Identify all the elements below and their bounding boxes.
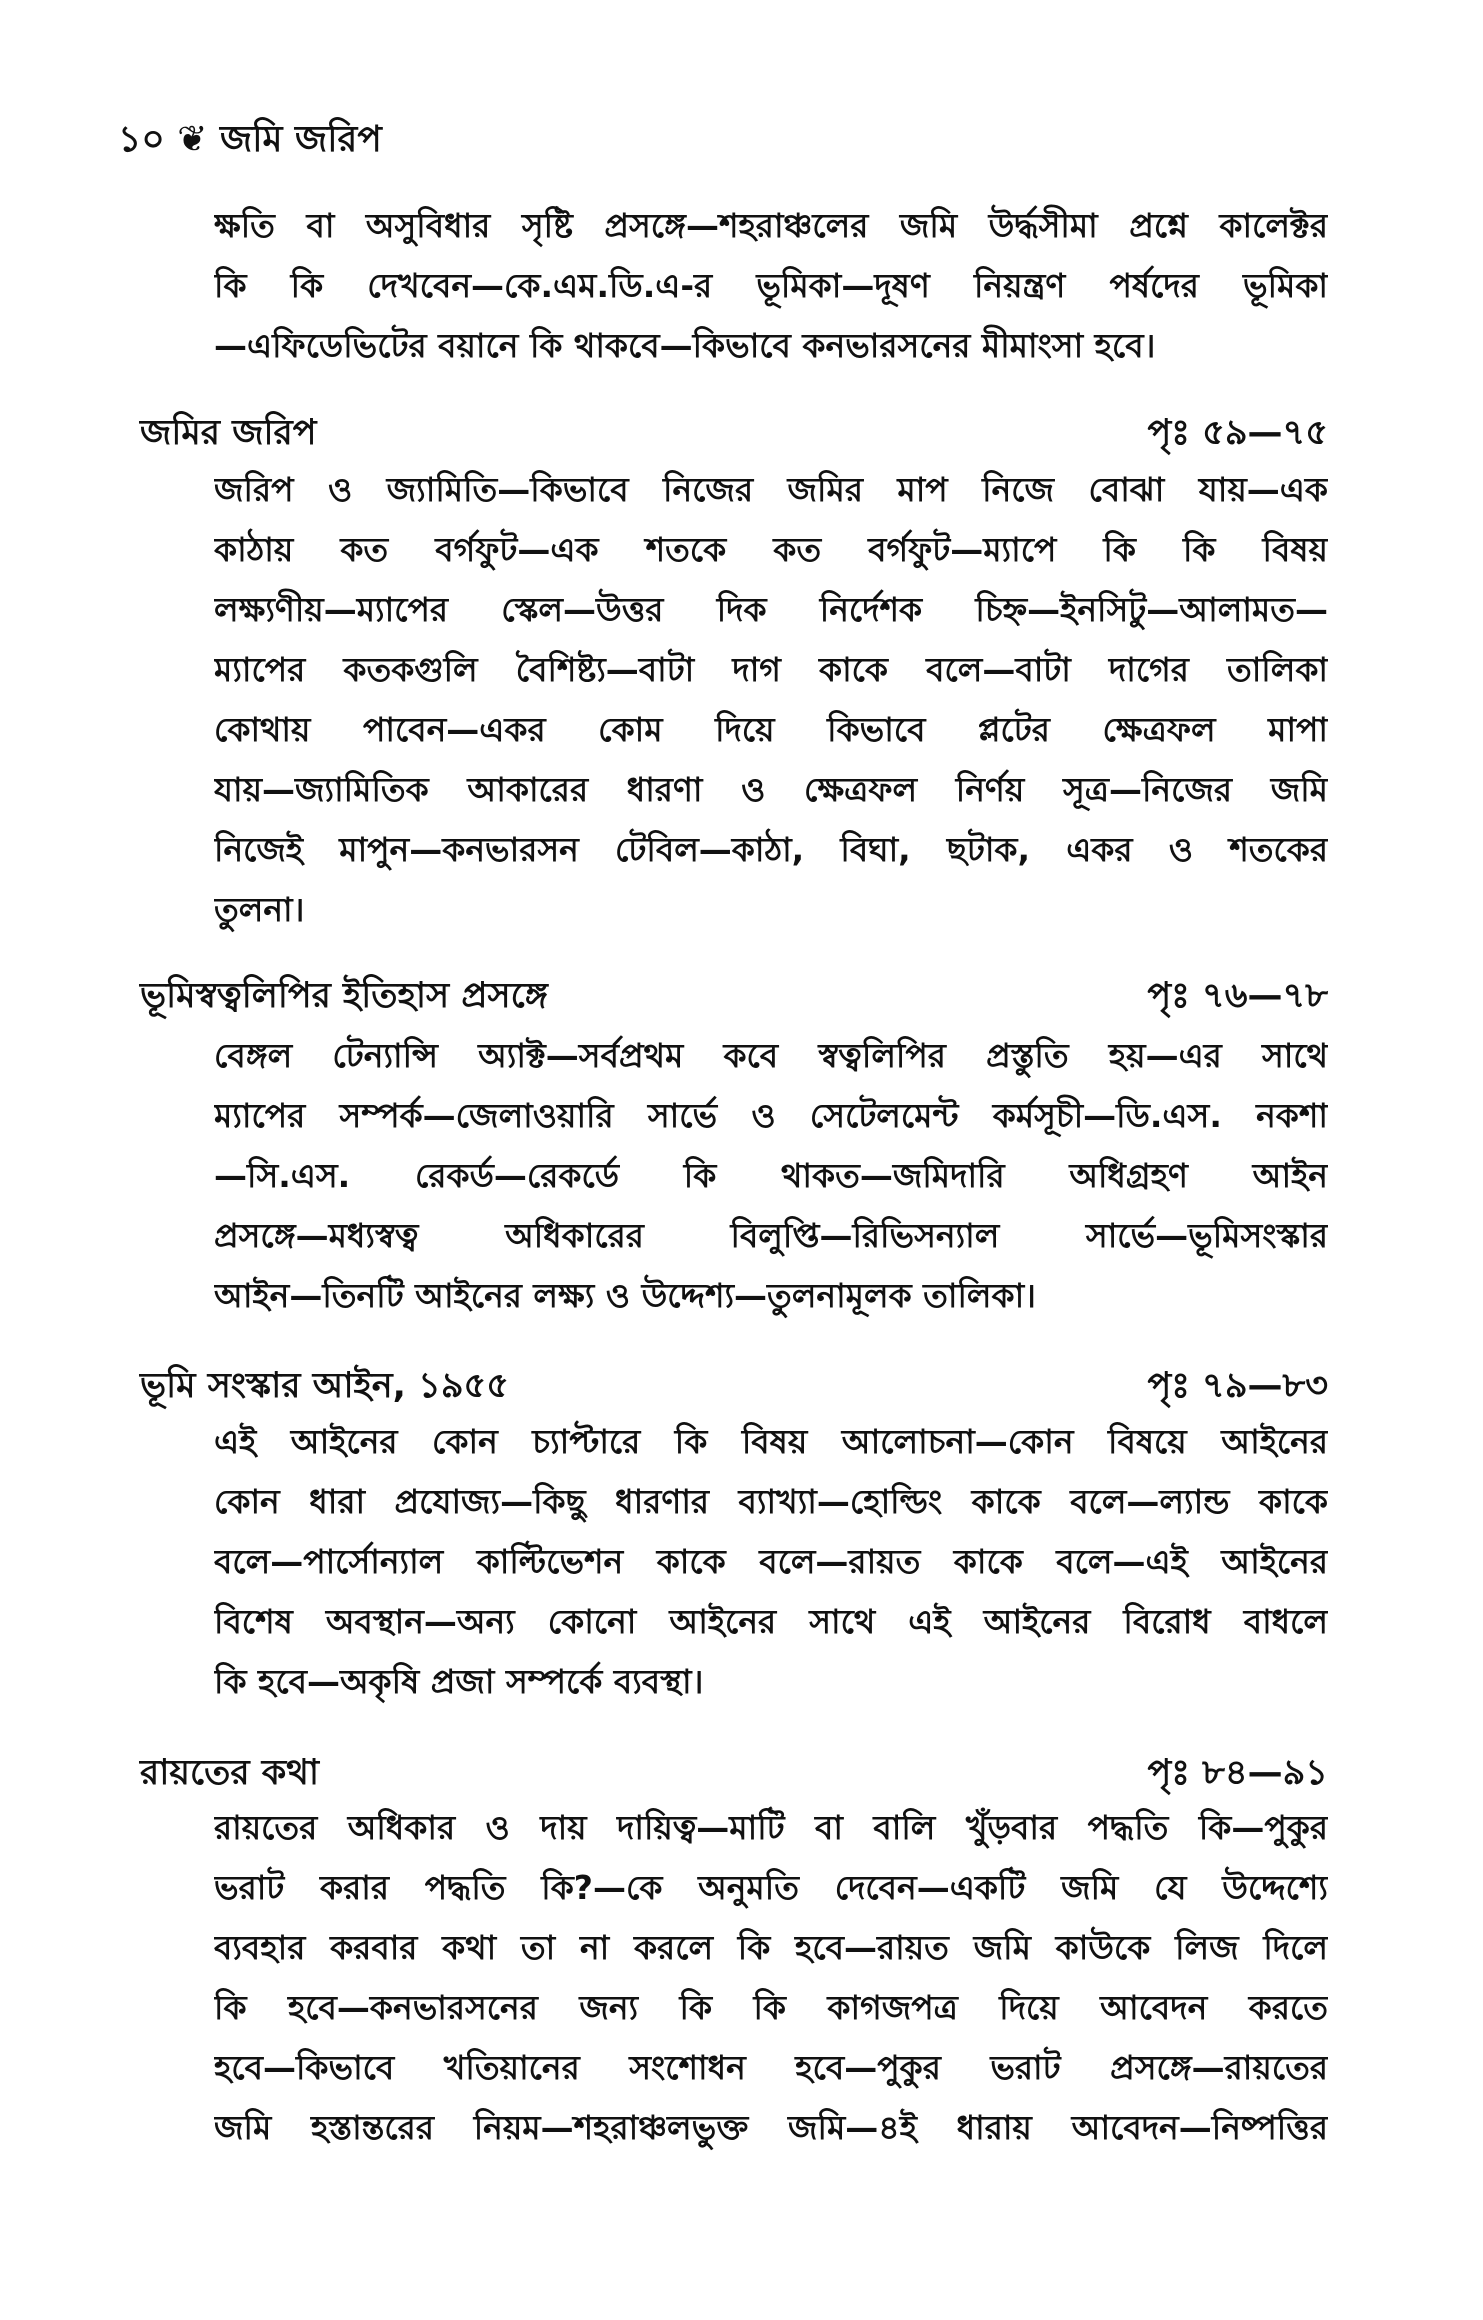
- text-line: ক্ষতি বা অসুবিধার সৃষ্টি প্রসঙ্গে—শহরাঞ্চলের জমি উর্দ্ধসীমা প্রশ্নে কালেক্টর: [214, 206, 1328, 245]
- section-body: [214, 1798, 1328, 2158]
- section-title: রায়তের কথা: [140, 1753, 320, 1793]
- text-line: কি কি দেখবেন—কে.এম.ডি.এ-র ভূমিকা—দূষণ নিয়ন্ত্রণ পর্ষদের ভূমিকা: [214, 266, 1328, 305]
- text-line: কি হবে—অকৃষি প্রজা সম্পর্কে ব্যবস্থা।: [214, 1662, 704, 1701]
- section-body: [214, 1412, 1328, 1712]
- text-line: যায়—জ্যামিতিক আকারের ধারণা ও ক্ষেত্রফল নির্ণয় সূত্র—নিজের জমি: [214, 770, 1328, 809]
- text-line: লক্ষ্যণীয়—ম্যাপের স্কেল—উত্তর দিক নির্দেশক চিহ্ন—ইনসিটু—আলামত—: [214, 590, 1328, 629]
- section-title: জমির জরিপ: [140, 413, 317, 453]
- section-pages: পৃঃ ৮৪—৯১: [1147, 1753, 1328, 1793]
- text-line: ভরাট করার পদ্ধতি কি?—কে অনুমতি দেবেন—একটি জমি যে উদ্দেশ্যে: [214, 1868, 1328, 1907]
- text-line: জমি হস্তান্তরের নিয়ম—শহরাঞ্চলভুক্ত জমি—৪ই ধারায় আবেদন—নিষ্পত্তির: [214, 2108, 1328, 2147]
- section-body: [214, 460, 1328, 940]
- text-line: জরিপ ও জ্যামিতি—কিভাবে নিজের জমির মাপ নিজে বোঝা যায়—এক: [214, 470, 1328, 509]
- section-heading: [140, 968, 1328, 1024]
- intro-paragraph: [214, 196, 1328, 376]
- section-title: ভূমি সংস্কার আইন, ১৯৫৫: [140, 1366, 509, 1406]
- text-line: তুলনা।: [214, 890, 305, 929]
- text-line: কোথায় পাবেন—একর কোম দিয়ে কিভাবে প্লটের ক্ষেত্রফল মাপা: [214, 710, 1328, 749]
- text-line: আইন—তিনটি আইনের লক্ষ্য ও উদ্দেশ্য—তুলনামূলক তালিকা।: [214, 1276, 1036, 1315]
- text-line: —এফিডেভিটের বয়ানে কি থাকবে—কিভাবে কনভারসনের মীমাংসা হবে।: [214, 326, 1156, 365]
- section-pages: পৃঃ ৭৬—৭৮: [1147, 976, 1328, 1016]
- text-line: বিশেষ অবস্থান—অন্য কোনো আইনের সাথে এই আইনের বিরোধ বাধলে: [214, 1602, 1328, 1641]
- text-line: বলে—পার্সোন্যাল কাল্টিভেশন কাকে বলে—রায়ত কাকে বলে—এই আইনের: [214, 1542, 1328, 1581]
- text-line: হবে—কিভাবে খতিয়ানের সংশোধন হবে—পুকুর ভরাট প্রসঙ্গে—রায়তের: [214, 2048, 1328, 2087]
- text-line: বেঙ্গল টেন্যান্সি অ্যাক্ট—সর্বপ্রথম কবে স্বত্বলিপির প্রস্তুতি হয়—এর সাথে: [214, 1036, 1328, 1075]
- text-line: কাঠায় কত বর্গফুট—এক শতকে কত বর্গফুট—ম্যাপে কি কি বিষয়: [214, 530, 1328, 569]
- text-line: —সি.এস. রেকর্ড—রেকর্ডে কি থাকত—জমিদারি অধিগ্রহণ আইন: [214, 1156, 1328, 1195]
- section-pages: পৃঃ ৭৯—৮৩: [1147, 1366, 1328, 1406]
- text-line: নিজেই মাপুন—কনভারসন টেবিল—কাঠা, বিঘা, ছটাক, একর ও শতকের: [214, 830, 1328, 869]
- running-head: ১০ ❦ জমি জরিপ: [118, 119, 382, 160]
- text-line: কোন ধারা প্রযোজ্য—কিছু ধারণার ব্যাখ্যা—হোল্ডিং কাকে বলে—ল্যান্ড কাকে: [214, 1482, 1328, 1521]
- section-heading: [140, 1358, 1328, 1414]
- text-line: কি হবে—কনভারসনের জন্য কি কি কাগজপত্র দিয়ে আবেদন করতে: [214, 1988, 1328, 2027]
- section-pages: পৃঃ ৫৯—৭৫: [1147, 413, 1328, 453]
- text-line: ব্যবহার করবার কথা তা না করলে কি হবে—রায়ত জমি কাউকে লিজ দিলে: [214, 1928, 1328, 1967]
- section-heading: [140, 1745, 1328, 1801]
- section-heading: [140, 405, 1328, 461]
- text-line: প্রসঙ্গে—মধ্যস্বত্ব অধিকারের বিলুপ্তি—রিভিসন্যাল সার্ভে—ভূমিসংস্কার: [214, 1216, 1328, 1255]
- text-line: রায়তের অধিকার ও দায় দায়িত্ব—মাটি বা বালি খুঁড়বার পদ্ধতি কি—পুকুর: [214, 1808, 1328, 1847]
- text-line: ম্যাপের কতকগুলি বৈশিষ্ট্য—বাটা দাগ কাকে বলে—বাটা দাগের তালিকা: [214, 650, 1328, 689]
- section-body: [214, 1026, 1328, 1326]
- text-line: ম্যাপের সম্পর্ক—জেলাওয়ারি সার্ভে ও সেটেলমেন্ট কর্মসূচী—ডি.এস. নকশা: [214, 1096, 1328, 1135]
- section-title: ভূমিস্বত্বলিপির ইতিহাস প্রসঙ্গে: [140, 976, 548, 1016]
- text-line: এই আইনের কোন চ্যাপ্টারে কি বিষয় আলোচনা—কোন বিষয়ে আইনের: [214, 1422, 1328, 1461]
